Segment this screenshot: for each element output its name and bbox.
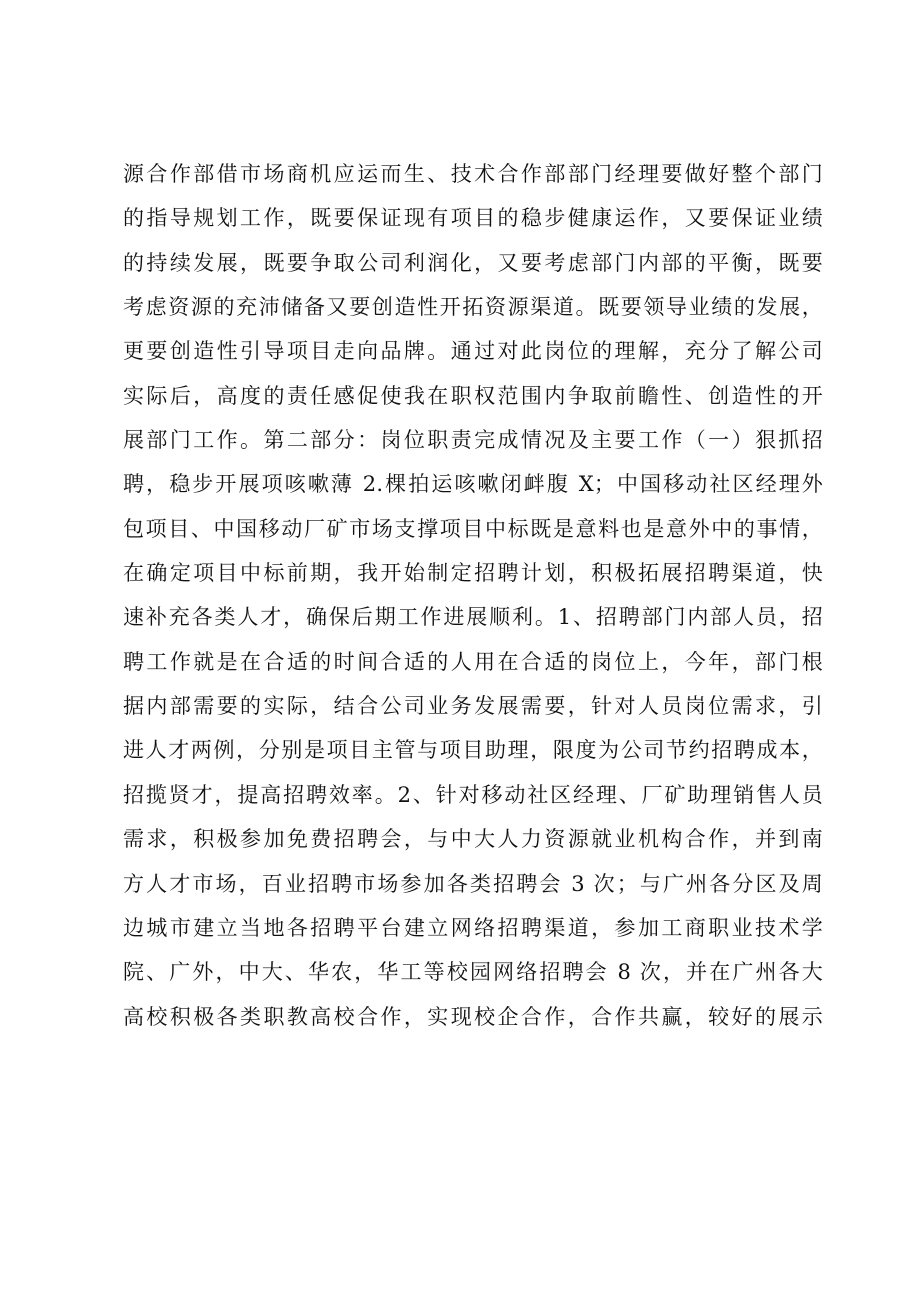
text-line: 边城市建立当地各招聘平台建立网络招聘渠道，参加工商职业技术学: [123, 915, 823, 940]
text-line: 在确定项目中标前期，我开始制定招聘计划，积极拓展招聘渠道，快: [123, 561, 823, 586]
text-line: 方人才市场，百业招聘市场参加各类招聘会 3 次；与广州各分区及周: [123, 871, 823, 896]
text-line: 进人才两例，分别是项目主管与项目助理，限度为公司节约招聘成本，: [123, 738, 823, 763]
text-line: 院、广外，中大、华农，华工等校园网络招聘会 8 次，并在广州各大: [123, 960, 823, 985]
text-line: 展部门工作。第二部分：岗位职责完成情况及主要工作（一）狠抓招: [123, 428, 823, 453]
text-line: 需求，积极参加免费招聘会，与中大人力资源就业机构合作，并到南: [123, 827, 823, 852]
body-paragraph: [123, 152, 823, 1039]
text-line: 更要创造性引导项目走向品牌。通过对此岗位的理解，充分了解公司: [123, 339, 823, 364]
text-line: 考虑资源的充沛储备又要创造性开拓资源渠道。既要领导业绩的发展，: [123, 295, 823, 320]
text-line: 的指导规划工作，既要保证现有项目的稳步健康运作，又要保证业绩: [123, 206, 823, 231]
text-line: 源合作部借市场商机应运而生、技术合作部部门经理要做好整个部门: [123, 162, 823, 186]
text-line: 聘工作就是在合适的时间合适的人用在合适的岗位上，今年，部门根: [123, 649, 823, 674]
text-line: 高校积极各类职教高校合作，实现校企合作，合作共赢，较好的展示: [123, 1004, 823, 1029]
text-line: 实际后，高度的责任感促使我在职权范围内争取前瞻性、创造性的开: [123, 383, 823, 408]
text-line: 招揽贤才，提高招聘效率。2、针对移动社区经理、厂矿助理销售人员: [123, 782, 823, 807]
text-line: 据内部需要的实际，结合公司业务发展需要，针对人员岗位需求，引: [123, 694, 823, 719]
text-line: 的持续发展，既要争取公司利润化，又要考虑部门内部的平衡，既要: [123, 250, 823, 275]
text-line: 速补充各类人才，确保后期工作进展顺利。1、招聘部门内部人员，招: [123, 605, 823, 630]
text-line: 包项目、中国移动厂矿市场支撑项目中标既是意料也是意外中的事情，: [123, 516, 823, 541]
text-line: 聘，稳步开展项咳嗽薄 2.棵拍运咳嗽闭衅腹 X；中国移动社区经理外: [123, 472, 823, 497]
